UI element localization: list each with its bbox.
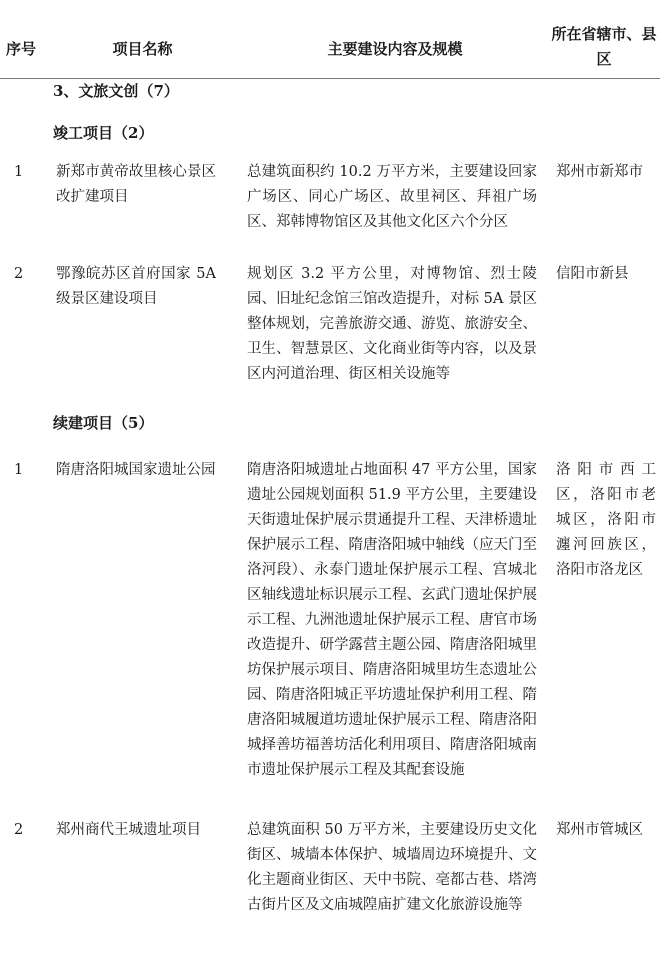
row-no: 1 xyxy=(14,462,24,478)
header-content: 主要建设内容及规模 xyxy=(327,40,463,58)
row-name: 郑州商代王城遗址项目 xyxy=(56,822,201,838)
section-category: 3、文旅文创（7） xyxy=(53,82,179,100)
row-no: 2 xyxy=(14,266,24,282)
row-content: 规划区 3.2 平方公里，对博物馆、烈士陵园、旧址纪念馆三馆改造提升，对标 5A 景区整体规划，完善旅游交通、游览、旅游安全、卫生、智慧景区、文化商业街等内容，以及景区内河道治理、街区相关设施等 xyxy=(247,266,537,382)
row-name: 鄂豫皖苏区首府国家 5A 级景区建设项目 xyxy=(56,266,216,307)
row-content: 总建筑面积约 10.2 万平方米，主要建设回家广场区、同心广场区、故里祠区、拜祖广场区、郑韩博物馆区及其他文化区六个分区 xyxy=(247,164,537,230)
row-region: 郑州市新郑市 xyxy=(556,164,643,180)
header-no: 序号 xyxy=(5,40,36,58)
row-region: 郑州市管城区 xyxy=(556,822,643,838)
header-name: 项目名称 xyxy=(112,40,173,58)
section-completed: 竣工项目（2） xyxy=(53,124,154,142)
header-region: 所在省辖市、县区 xyxy=(551,25,657,68)
header-rule xyxy=(0,78,660,79)
row-name: 新郑市黄帝故里核心景区改扩建项目 xyxy=(56,164,216,205)
row-content: 隋唐洛阳城遗址占地面积 47 平方公里，国家遗址公园规划面积 51.9 平方公里，主要建设天街遗址保护展示贯通提升工程、天津桥遗址保护展示工程、隋唐洛阳城中轴线（应天门至洛河段）、永泰门遗址保护展示工程、宫城北区轴线遗址标识展示工程、玄武门遗址保护展示工程、九洲池遗址保护展示工程、唐官市场改造提升、研学露营主题公园、隋唐洛阳城里坊保护展示项目、隋唐洛阳城里坊生态遗址公园、隋唐洛阳城正平坊遗址保护利用工程、隋唐洛阳城履道坊遗址保护展示工程、隋唐洛阳城择善坊福善坊活化利用项目、隋唐洛阳城南市遗址保护展示工程及其配套设施 xyxy=(247,462,537,778)
section-continued: 续建项目（5） xyxy=(53,414,154,432)
row-region: 洛阳市西工区，洛阳市老城区，洛阳市瀍河回族区，洛阳市洛龙区 xyxy=(556,462,656,578)
row-name: 隋唐洛阳城国家遗址公园 xyxy=(56,462,216,478)
table-header xyxy=(0,0,660,78)
row-no: 1 xyxy=(14,164,24,180)
row-content: 总建筑面积 50 万平方米，主要建设历史文化街区、城墙本体保护、城墙周边环境提升、文化主题商业街区、天中书院、亳都古巷、塔湾古街片区及文庙城隍庙扩建文化旅游设施等 xyxy=(247,822,537,913)
row-no: 2 xyxy=(14,822,24,838)
row-region: 信阳市新县 xyxy=(556,266,629,282)
